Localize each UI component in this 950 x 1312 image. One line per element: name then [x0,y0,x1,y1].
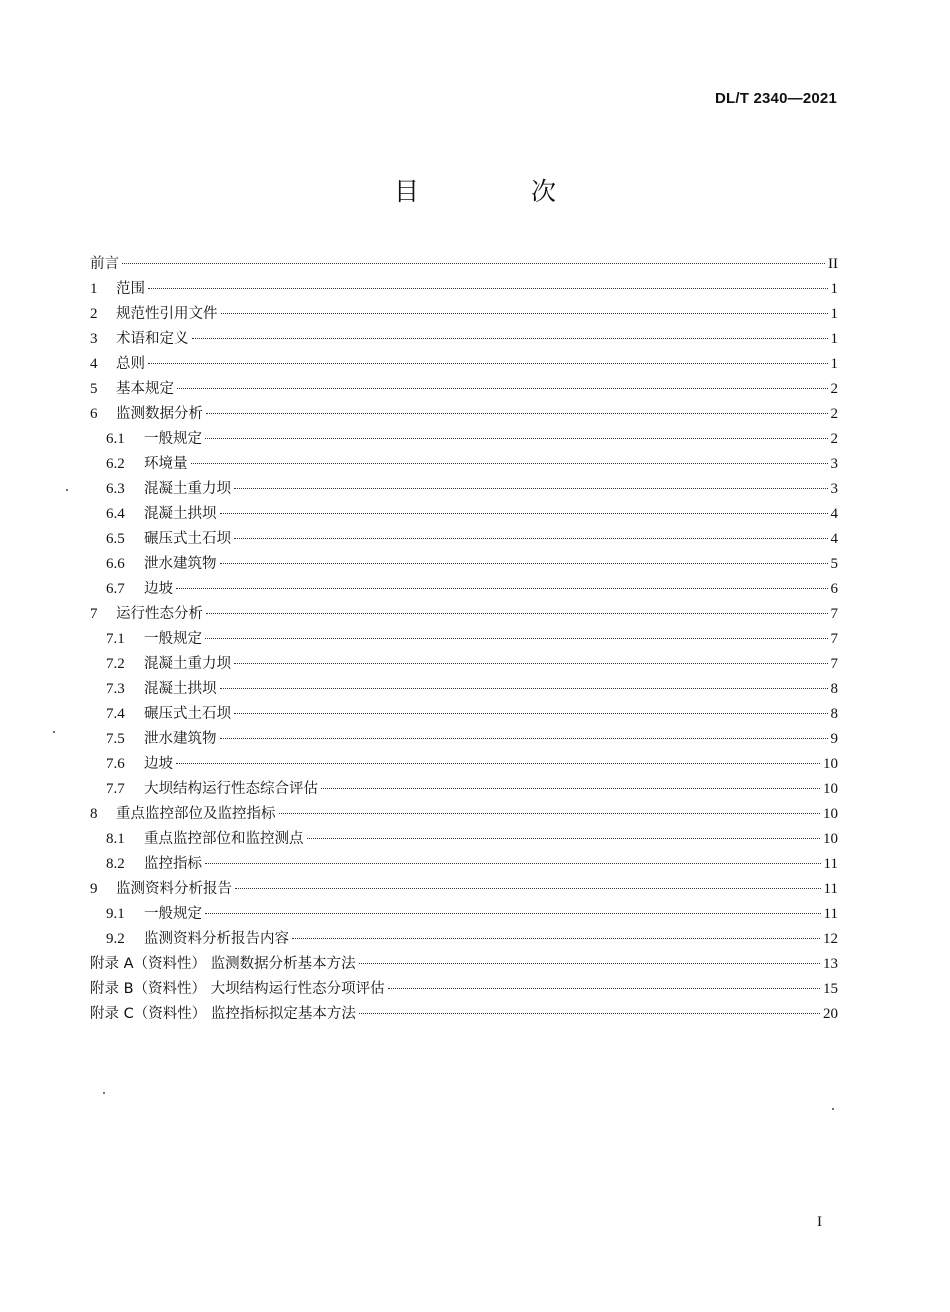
toc-entry-label: 重点监控部位和监控测点 [144,831,304,847]
scan-speck [53,731,55,733]
toc-entry-label: 监测数据分析 [116,406,203,422]
toc-entry-label: 重点监控部位及监控指标 [116,806,276,822]
toc-entry-page: 1 [830,331,838,347]
toc-entry-label: 大坝结构运行性态综合评估 [144,781,318,797]
toc-dot-leader [206,413,828,414]
toc-entry[interactable] [90,304,838,329]
toc-entry-page: 7 [830,656,838,672]
toc-dot-leader [148,288,828,289]
toc-dot-leader [221,313,828,314]
toc-dot-leader [176,763,820,764]
toc-dot-leader [205,863,821,864]
toc-entry-label: 泄水建筑物 [144,731,217,747]
toc-entry-page: 3 [830,481,838,497]
toc-entry-page: 10 [823,756,838,772]
toc-dot-leader [148,363,828,364]
toc-entry-label: 监控指标 [144,856,202,872]
toc-entry-label: 一般规定 [144,906,202,922]
toc-entry[interactable] [90,754,838,779]
toc-dot-leader [205,638,828,639]
toc-entry[interactable] [90,504,838,529]
toc-entry-number: 4 [90,356,98,372]
toc-entry-number: 6 [90,406,98,422]
toc-entry[interactable] [90,329,838,354]
document-code: DL/T 2340—2021 [714,90,837,107]
toc-entry-label: 边坡 [144,756,173,772]
toc-entry-label: 总则 [116,356,145,372]
toc-entry-page: 15 [823,981,838,997]
toc-dot-leader [359,1013,820,1014]
toc-entry-number: 6.5 [106,531,125,547]
toc-entry-label: 监测资料分析报告内容 [144,931,289,947]
toc-dot-leader [206,613,828,614]
toc-entry-label: 边坡 [144,581,173,597]
toc-dot-leader [192,338,828,339]
toc-entry[interactable] [90,404,838,429]
toc-entry-number: 6.2 [106,456,125,472]
toc-entry-number: 7 [90,606,98,622]
toc-dot-leader [122,263,825,264]
toc-entry-page: 11 [823,856,838,872]
toc-title: 目 次 [394,177,608,206]
toc-entry[interactable] [90,429,838,454]
toc-entry[interactable] [90,829,838,854]
toc-entry-label: 碾压式土石坝 [144,706,231,722]
toc-entry-page: 1 [830,356,838,372]
toc-entry-number: 7.2 [106,656,125,672]
toc-entry[interactable] [90,804,838,829]
toc-entry-page: 5 [830,556,838,572]
toc-entry-label: 范围 [116,281,145,297]
toc-entry-label: 混凝土重力坝 [144,481,231,497]
toc-entry-page: 3 [830,456,838,472]
toc-entry-number: 6.3 [106,481,125,497]
toc-entry[interactable] [90,379,838,404]
toc-dot-leader [234,488,828,489]
toc-entry-page: 1 [830,306,838,322]
toc-dot-leader [220,738,828,739]
toc-entry-label: 混凝土拱坝 [144,681,217,697]
scan-speck [103,1092,105,1094]
toc-entry[interactable] [90,529,838,554]
toc-entry[interactable] [90,979,838,1004]
toc-entry[interactable] [90,704,838,729]
toc-entry-number: 5 [90,381,98,397]
toc-dot-leader [234,538,828,539]
toc-entry-label: 碾压式土石坝 [144,531,231,547]
toc-entry-number: 6.6 [106,556,125,572]
toc-dot-leader [307,838,821,839]
toc-entry-page: 2 [830,406,838,422]
toc-entry-number: 8.1 [106,831,125,847]
toc-entry-label: 环境量 [144,456,188,472]
toc-dot-leader [234,713,828,714]
toc-dot-leader [220,688,828,689]
toc-entry-number: 7.7 [106,781,125,797]
toc-entry-number: 6.1 [106,431,125,447]
toc-entry-label: 基本规定 [116,381,174,397]
toc-dot-leader [292,938,820,939]
toc-entry-number: 6.4 [106,506,125,522]
toc-entry-label: 附录 C（资料性） 监控指标拟定基本方法 [90,1006,356,1022]
toc-entry-number: 8.2 [106,856,125,872]
table-of-contents [90,254,838,1029]
toc-entry-page: 8 [830,681,838,697]
toc-entry[interactable] [90,479,838,504]
toc-entry-number: 9.2 [106,931,125,947]
toc-entry-number: 7.4 [106,706,125,722]
toc-entry-label: 规范性引用文件 [116,306,218,322]
toc-entry-number: 2 [90,306,98,322]
toc-entry[interactable] [90,254,838,279]
toc-entry-page: 7 [830,606,838,622]
toc-entry-number: 7.3 [106,681,125,697]
toc-dot-leader [388,988,820,989]
toc-dot-leader [177,388,828,389]
toc-entry-label: 一般规定 [144,631,202,647]
toc-dot-leader [176,588,828,589]
toc-entry[interactable] [90,654,838,679]
toc-entry-label: 前言 [90,256,119,272]
toc-entry-page: 10 [823,781,838,797]
toc-entry[interactable] [90,854,838,879]
toc-entry-number: 1 [90,281,98,297]
toc-entry[interactable] [90,1004,838,1029]
toc-entry-number: 9 [90,881,98,897]
toc-entry[interactable] [90,904,838,929]
toc-entry[interactable] [90,954,838,979]
toc-entry-number: 9.1 [106,906,125,922]
toc-entry-number: 7.1 [106,631,125,647]
toc-entry[interactable] [90,629,838,654]
scan-speck [832,1108,834,1110]
toc-entry-label: 附录 B（资料性） 大坝结构运行性态分项评估 [90,981,385,997]
toc-dot-leader [205,913,821,914]
toc-entry-number: 7.5 [106,731,125,747]
toc-dot-leader [234,663,828,664]
toc-entry-page: 11 [823,906,838,922]
toc-entry[interactable] [90,554,838,579]
toc-entry-page: 12 [823,931,838,947]
toc-entry[interactable] [90,879,838,904]
toc-dot-leader [235,888,821,889]
toc-entry-label: 附录 A（资料性） 监测数据分析基本方法 [90,956,356,972]
toc-dot-leader [220,513,828,514]
toc-entry-page: 4 [830,531,838,547]
toc-dot-leader [321,788,820,789]
toc-entry[interactable] [90,779,838,804]
toc-entry[interactable] [90,679,838,704]
toc-entry-page: 10 [823,831,838,847]
toc-entry-label: 术语和定义 [116,331,189,347]
toc-entry-page: 11 [823,881,838,897]
toc-entry-number: 8 [90,806,98,822]
toc-entry[interactable] [90,579,838,604]
toc-entry-page: 20 [823,1006,838,1022]
toc-entry-page: 13 [823,956,838,972]
toc-entry-label: 混凝土拱坝 [144,506,217,522]
toc-entry-label: 运行性态分析 [116,606,203,622]
toc-entry-label: 混凝土重力坝 [144,656,231,672]
toc-entry[interactable] [90,929,838,954]
toc-entry-label: 监测资料分析报告 [116,881,232,897]
toc-entry[interactable] [90,604,838,629]
toc-entry-number: 6.7 [106,581,125,597]
toc-dot-leader [279,813,821,814]
toc-entry[interactable] [90,454,838,479]
toc-entry[interactable] [90,354,838,379]
toc-dot-leader [191,463,828,464]
toc-entry-page: 4 [830,506,838,522]
scan-speck [66,489,68,491]
toc-entry-page: 9 [830,731,838,747]
toc-entry-page: 2 [830,431,838,447]
toc-entry[interactable] [90,279,838,304]
toc-entry-page: 7 [830,631,838,647]
toc-dot-leader [220,563,828,564]
toc-entry-number: 3 [90,331,98,347]
toc-entry[interactable] [90,729,838,754]
toc-entry-label: 泄水建筑物 [144,556,217,572]
toc-dot-leader [205,438,828,439]
page-number: I [817,1214,822,1230]
toc-entry-number: 7.6 [106,756,125,772]
toc-entry-page: 10 [823,806,838,822]
toc-entry-page: 2 [830,381,838,397]
toc-entry-page: 8 [830,706,838,722]
toc-entry-page: II [828,256,838,272]
toc-entry-page: 6 [830,581,838,597]
toc-entry-label: 一般规定 [144,431,202,447]
toc-dot-leader [359,963,820,964]
toc-entry-page: 1 [830,281,838,297]
